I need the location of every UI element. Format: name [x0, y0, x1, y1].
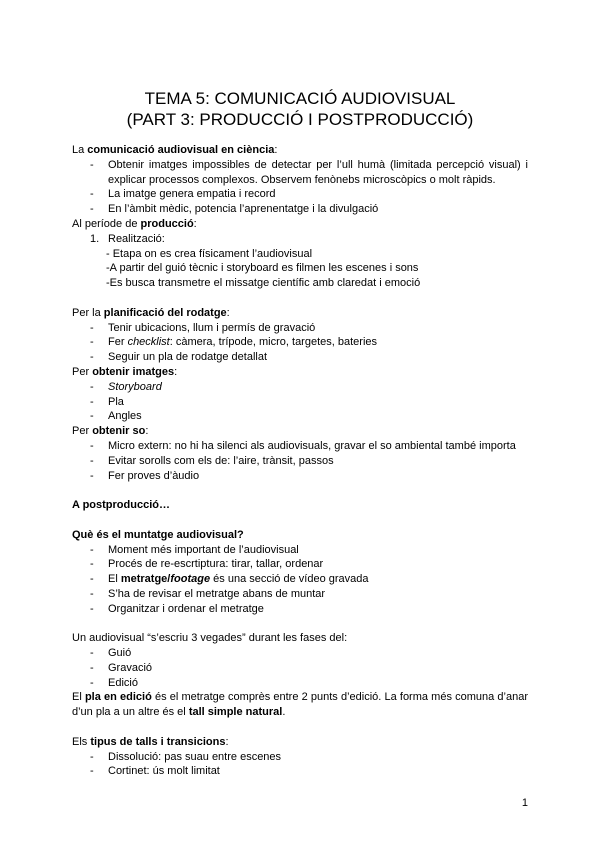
list-number: 1.: [90, 232, 100, 245]
sec6-item-text: Procés de re-escrtiptura: tirar, tallar, ordenar: [108, 558, 324, 571]
sec6-heading: [72, 528, 528, 543]
sec2-sub-item: - Etapa on es crea físicament l’audiovisual: [106, 247, 313, 260]
sec5-item: [72, 454, 528, 469]
sec2-sub-item: -Es busca transmetre el missatge científic amb claredat i emoció: [106, 277, 421, 290]
sec1-bold: comunicació audiovisual en ciència: [87, 144, 275, 156]
sec3-pre: Per la: [72, 306, 104, 319]
sec6-item: [72, 572, 528, 587]
bullet-dash: -: [90, 410, 94, 423]
sec1-item: [72, 158, 528, 188]
bullet-dash: -: [90, 587, 94, 600]
bullet-dash: -: [90, 661, 94, 674]
sec3-bold: planificació del rodatge: [103, 306, 227, 319]
spacer: [72, 617, 528, 632]
sec7-paragraph: [72, 690, 528, 720]
sec1-post: :: [274, 144, 278, 156]
bullet-dash: -: [90, 188, 94, 201]
sec8-item-text: Cortinet: ús molt limitat: [108, 765, 220, 778]
bullet-dash: -: [90, 676, 94, 689]
title-line-2: (PART 3: PRODUCCIÓ I POSTPRODUCCIÓ): [126, 110, 474, 129]
sec3-item-italic: checklist: [127, 336, 170, 349]
sec2-item-text: Realització:: [108, 232, 165, 245]
sec5-intro: [72, 424, 528, 439]
sec3-item: [72, 321, 528, 336]
sec7-item-text: Guió: [108, 647, 132, 660]
spacer: [72, 291, 528, 306]
sec6-item-bolditalic: footage: [170, 573, 211, 586]
sec7-p-mid: és el metratge comprès entre 2 punts d’edició. La forma més comuna d’anar d’un pla a un altre és el: [72, 691, 528, 719]
bullet-dash: -: [90, 454, 94, 467]
sec1-intro: [72, 143, 528, 158]
sec7-item-text: Edició: [108, 676, 138, 689]
bullet-dash: -: [90, 158, 94, 171]
sec3-item-text: Seguir un pla de rodatge detallat: [108, 351, 268, 364]
sec7-p-post: .: [282, 706, 286, 719]
sec8-intro: [72, 735, 528, 750]
bullet-dash: -: [90, 321, 94, 334]
sec4-item: [72, 409, 528, 424]
sec3-item: [72, 350, 528, 365]
bullet-dash: -: [90, 765, 94, 778]
sec7-p-bold2: tall simple natural: [188, 706, 283, 719]
sec3-item: [72, 335, 528, 350]
title-line-1: TEMA 5: COMUNICACIÓ AUDIOVISUAL: [144, 89, 456, 108]
sec3-intro: [72, 306, 528, 321]
sec7-intro: Un audiovisual “s’escriu 3 vegades” durant les fases del:: [72, 632, 348, 645]
postproduccio-heading-text: A postproducció…: [72, 499, 170, 512]
bullet-dash: -: [90, 647, 94, 660]
sec6-item-post: és una secció de vídeo gravada: [210, 573, 369, 586]
sec5-bold: obtenir so: [92, 425, 146, 438]
bullet-dash: -: [90, 469, 94, 482]
bullet-dash: -: [90, 203, 94, 216]
sec3-post: :: [226, 306, 230, 319]
sec7-p-pre: El: [72, 691, 85, 704]
sec7-item-text: Gravació: [108, 661, 153, 674]
sec6-item-text: Moment més important de l’audiovisual: [108, 543, 299, 556]
page-number: 1: [521, 797, 528, 809]
sec6-item: [72, 587, 528, 602]
spacer: [72, 513, 528, 528]
postproduccio-heading: [72, 498, 528, 513]
sec1-item: [72, 187, 528, 202]
sec6-item: [72, 602, 528, 617]
sec4-item: [72, 395, 528, 410]
sec1-pre: La: [72, 144, 88, 156]
sec4-item: [72, 380, 528, 395]
sec5-pre: Per: [72, 425, 93, 438]
sec4-item-text: Pla: [108, 395, 124, 408]
sec7-item: [72, 676, 528, 691]
bullet-dash: -: [90, 543, 94, 556]
bullet-dash: -: [90, 380, 94, 393]
sec8-item: [72, 764, 528, 779]
spacer: [72, 720, 528, 735]
sec2-sub-item: -A partir del guió tècnic i storyboard es filmen les escenes i sons: [106, 262, 419, 275]
bullet-dash: -: [90, 351, 94, 364]
sec4-post: :: [174, 365, 178, 378]
sec6-item-bold: metratge/: [120, 573, 171, 586]
bullet-dash: -: [90, 602, 94, 615]
sec6-item-pre: El: [108, 573, 121, 586]
sec6-item-text: Organitzar i ordenar el metratge: [108, 602, 264, 615]
sec5-post: :: [145, 425, 149, 438]
sec7-p-bold1: pla en edició: [84, 691, 152, 704]
sec3-item-post: : càmera, trípode, micro, targetes, bateries: [169, 336, 378, 349]
sec2-numbered-item: [72, 232, 528, 247]
sec5-item: [72, 439, 528, 454]
sec6-item-text: S’ha de revisar el metratge abans de muntar: [108, 587, 326, 600]
sec8-item-text: Dissolució: pas suau entre escenes: [108, 750, 282, 763]
sec8-bold: tipus de talls i transicions: [90, 735, 226, 748]
sec4-item-text: Angles: [108, 410, 142, 423]
sec5-item-text: Fer proves d’àudio: [108, 469, 200, 482]
sec3-item-text: Tenir ubicacions, llum i permís de gravació: [108, 321, 316, 334]
sec6-item: [72, 557, 528, 572]
sec1-item-text: La imatge genera empatia i record: [108, 188, 276, 201]
bullet-dash: -: [90, 395, 94, 408]
bullet-dash: -: [90, 558, 94, 571]
sec5-item: [72, 469, 528, 484]
sec6-heading-text: Què és el muntatge audiovisual?: [72, 528, 244, 541]
bullet-dash: -: [90, 336, 94, 349]
sec8-item: [72, 750, 528, 765]
spacer: [72, 483, 528, 498]
sec8-post: :: [225, 735, 229, 748]
sec5-item-text: Micro extern: no hi ha silenci als audiovisuals, gravar el so ambiental també importa: [108, 439, 516, 452]
sec4-pre: Per: [72, 365, 93, 378]
sec2-post: :: [193, 217, 197, 230]
bullet-dash: -: [90, 750, 94, 763]
document-body: [72, 143, 528, 779]
sec4-intro: [72, 365, 528, 380]
sec1-item: [72, 202, 528, 217]
sec7-item: [72, 646, 528, 661]
sec1-item-text: Obtenir imatges impossibles de detectar per l’ull humà (limitada percepció visual) i explicar processos complexos. Observem fenònebs microscòpics o molt ràpids.: [108, 158, 528, 186]
sec2-intro: [72, 217, 528, 232]
sec4-item-italic: Storyboard: [108, 380, 162, 393]
sec8-pre: Els: [72, 735, 91, 748]
sec4-bold: obtenir imatges: [92, 365, 175, 378]
sec7-item: [72, 661, 528, 676]
bullet-dash: -: [90, 573, 94, 586]
sec2-bold: producció: [140, 217, 194, 230]
sec5-item-text: Evitar sorolls com els de: l’aire, trànsit, passos: [108, 454, 334, 467]
sec1-item-text: En l’àmbit mèdic, potencia l’aprenentatge i la divulgació: [108, 203, 379, 216]
sec2-pre: Al període de: [72, 217, 141, 230]
bullet-dash: -: [90, 439, 94, 452]
sec3-item-pre: Fer: [108, 336, 128, 349]
sec6-item: [72, 543, 528, 558]
